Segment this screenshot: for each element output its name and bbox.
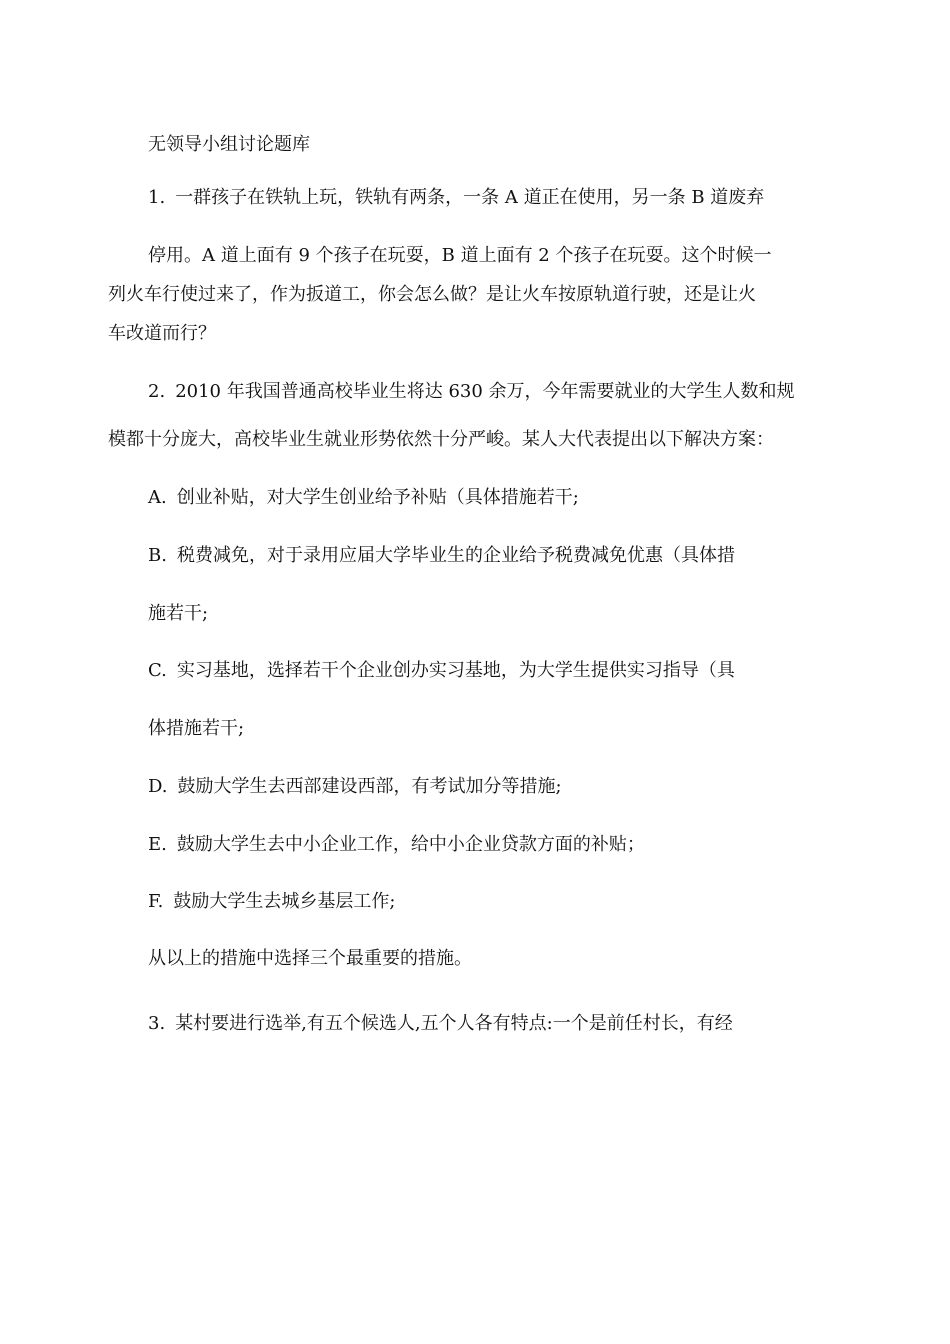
question-2-line-1	[148, 380, 795, 404]
option-a	[148, 486, 579, 510]
question-text: 一群孩子在铁轨上玩，铁轨有两条，一条 A 道正在使用，另一条 B 道废弃	[175, 187, 765, 208]
document-title: 无领导小组讨论题库	[148, 134, 310, 155]
option-label: C.	[148, 660, 167, 681]
question-text: 某村要进行选举,有五个候选人,五个人各有特点:一个是前任村长，有经	[175, 1013, 733, 1034]
option-c	[148, 659, 735, 683]
question-number: 3.	[148, 1013, 166, 1034]
option-b	[148, 544, 735, 568]
question-number: 1.	[148, 187, 166, 208]
option-label: B.	[148, 545, 167, 566]
question-number: 2.	[148, 381, 166, 402]
question-1-line-2: 停用。A 道上面有 9 个孩子在玩耍，B 道上面有 2 个孩子在玩耍。这个时候一	[148, 245, 772, 266]
option-label: A.	[148, 487, 167, 508]
question-2-conclusion: 从以上的措施中选择三个最重要的措施。	[148, 948, 472, 969]
option-c-continuation: 体措施若干;	[148, 718, 245, 739]
option-f	[148, 890, 396, 914]
question-1-line-3: 列火车行使过来了，作为扳道工，你会怎么做？是让火车按原轨道行驶，还是让火	[108, 284, 756, 305]
option-label: F.	[148, 891, 164, 912]
option-b-continuation: 施若干;	[148, 603, 209, 624]
option-text: 鼓励大学生去中小企业工作，给中小企业贷款方面的补贴；	[176, 834, 645, 855]
question-1-line-1	[148, 186, 764, 210]
option-text: 创业补贴，对大学生创业给予补贴（具体措施若干;	[176, 487, 579, 508]
question-3-line-1	[148, 1012, 733, 1036]
option-text: 税费减免，对于录用应届大学毕业生的企业给予税费减免优惠（具体措	[176, 545, 735, 566]
option-d	[148, 775, 562, 799]
question-2-line-2: 模都十分庞大，高校毕业生就业形势依然十分严峻。某人大代表提出以下解决方案：	[108, 429, 774, 450]
option-label: D.	[148, 776, 168, 797]
option-text: 鼓励大学生去城乡基层工作;	[173, 891, 396, 912]
option-text: 实习基地，选择若干个企业创办实习基地，为大学生提供实习指导（具	[176, 660, 735, 681]
question-1-line-4: 车改道而行？	[108, 323, 216, 344]
option-label: E.	[148, 834, 167, 855]
question-text: 2010 年我国普通高校毕业生将达 630 余万，今年需要就业的大学生人数和规	[175, 381, 795, 402]
option-text: 鼓励大学生去西部建设西部，有考试加分等措施;	[177, 776, 562, 797]
option-e	[148, 833, 645, 857]
